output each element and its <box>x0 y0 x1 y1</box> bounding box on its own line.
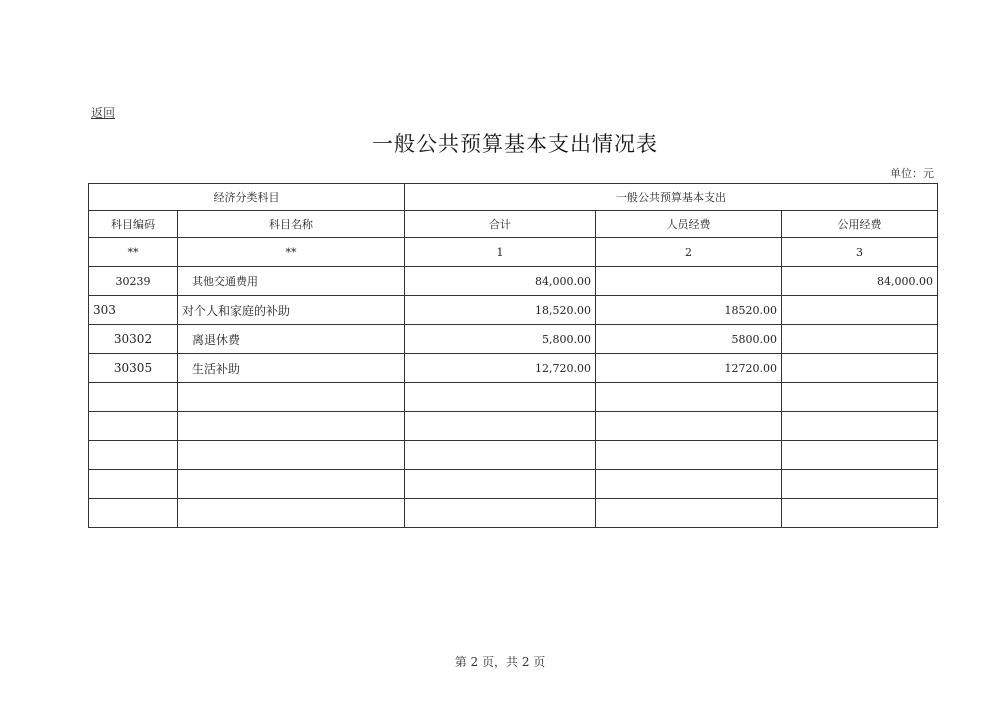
row-name: 其他交通费用 <box>178 267 405 296</box>
table-row <box>89 499 938 528</box>
total-header: 合计 <box>405 211 596 238</box>
row-code: 30239 <box>89 267 178 296</box>
row-total: 12,720.00 <box>405 354 596 383</box>
row-public <box>782 354 938 383</box>
row-total <box>405 499 596 528</box>
row-personnel <box>596 470 782 499</box>
row-name <box>178 441 405 470</box>
table-row <box>89 470 938 499</box>
economic-classification-header: 经济分类科目 <box>89 184 405 211</box>
row-name <box>178 470 405 499</box>
row-code <box>89 441 178 470</box>
row-total <box>405 383 596 412</box>
row-public <box>782 470 938 499</box>
back-link[interactable]: 返回 <box>91 106 116 120</box>
row-code: 303 <box>89 296 178 325</box>
row-name: 对个人和家庭的补助 <box>178 296 405 325</box>
table-row <box>89 296 938 325</box>
index-name: ** <box>178 238 405 267</box>
budget-table <box>88 183 938 528</box>
name-header: 科目名称 <box>178 211 405 238</box>
table-row <box>89 412 938 441</box>
row-code <box>89 499 178 528</box>
row-total: 18,520.00 <box>405 296 596 325</box>
basic-expenditure-header: 一般公共预算基本支出 <box>405 184 938 211</box>
row-public <box>782 499 938 528</box>
row-public <box>782 296 938 325</box>
row-total <box>405 412 596 441</box>
index-public: 3 <box>782 238 938 267</box>
index-personnel: 2 <box>596 238 782 267</box>
code-header: 科目编码 <box>89 211 178 238</box>
page-title: 一般公共预算基本支出情况表 <box>372 132 658 156</box>
row-personnel: 18520.00 <box>596 296 782 325</box>
row-name <box>178 499 405 528</box>
table-row <box>89 325 938 354</box>
row-personnel <box>596 267 782 296</box>
row-personnel <box>596 412 782 441</box>
row-personnel <box>596 441 782 470</box>
row-personnel: 5800.00 <box>596 325 782 354</box>
row-code <box>89 470 178 499</box>
table-row <box>89 441 938 470</box>
index-code: ** <box>89 238 178 267</box>
index-row <box>89 238 938 267</box>
public-header: 公用经费 <box>782 211 938 238</box>
row-public <box>782 441 938 470</box>
row-name: 生活补助 <box>178 354 405 383</box>
group-header-row <box>89 184 938 211</box>
row-code <box>89 383 178 412</box>
row-name <box>178 412 405 441</box>
page-footer: 第 2 页，共 2 页 <box>454 655 546 669</box>
row-total: 5,800.00 <box>405 325 596 354</box>
row-personnel <box>596 383 782 412</box>
table-row <box>89 383 938 412</box>
row-total <box>405 441 596 470</box>
table-row <box>89 354 938 383</box>
row-code: 30305 <box>89 354 178 383</box>
row-public <box>782 412 938 441</box>
unit-label: 单位：元 <box>890 167 934 180</box>
row-name <box>178 383 405 412</box>
row-total: 84,000.00 <box>405 267 596 296</box>
row-name: 离退休费 <box>178 325 405 354</box>
row-code <box>89 412 178 441</box>
personnel-header: 人员经费 <box>596 211 782 238</box>
row-personnel <box>596 499 782 528</box>
row-personnel: 12720.00 <box>596 354 782 383</box>
row-public: 84,000.00 <box>782 267 938 296</box>
index-total: 1 <box>405 238 596 267</box>
row-code: 30302 <box>89 325 178 354</box>
row-public <box>782 383 938 412</box>
table-row <box>89 267 938 296</box>
row-public <box>782 325 938 354</box>
row-total <box>405 470 596 499</box>
column-header-row <box>89 211 938 238</box>
